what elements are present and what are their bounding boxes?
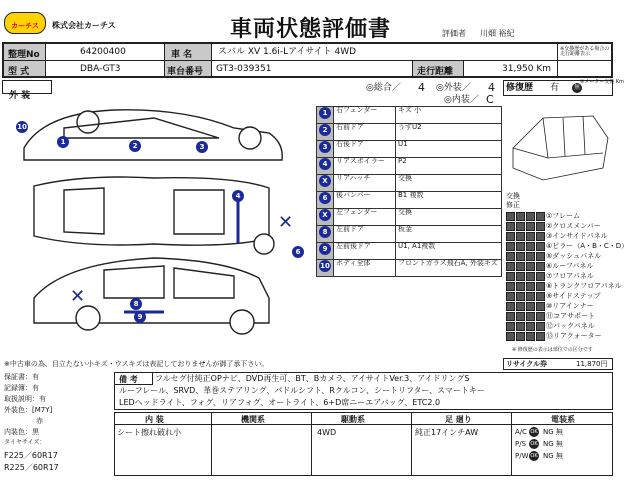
frame-cell xyxy=(506,312,515,321)
frame-cell xyxy=(536,322,545,331)
damage-no: 10 xyxy=(317,260,334,277)
frame-part: ③インサイドパネル xyxy=(546,232,608,240)
damage-no: 1 xyxy=(317,107,334,124)
int-color: 内装色：黒 xyxy=(4,428,39,436)
damage-row xyxy=(317,226,502,243)
frame-diagram xyxy=(503,98,613,190)
frame-cell xyxy=(516,312,525,321)
damage-row xyxy=(317,175,502,192)
frame-cell xyxy=(536,312,545,321)
assessor-name: 川畑 裕紀 xyxy=(480,29,515,38)
bottom-table: 内 装 機関系 駆動系 足 廻り 電装系 シート擦れ破れ小 4WD 純正17インチAW A/C P/S P/W OK OK OK NG 無 NG 無 NG 無 xyxy=(114,412,613,476)
damage-detail: U1, A1複数 xyxy=(396,243,502,260)
frame-cell xyxy=(526,322,535,331)
frame-cell xyxy=(526,262,535,271)
frame-cell xyxy=(526,282,535,291)
marker-3: 3 xyxy=(196,141,208,153)
frame-cell xyxy=(526,252,535,261)
damage-row xyxy=(317,124,502,141)
frame-cell xyxy=(526,222,535,231)
info-table xyxy=(2,42,613,78)
frame-part: ⑥ルーフパネル xyxy=(546,262,594,270)
frame-cell xyxy=(536,222,545,231)
company-name: 株式会社カーチス xyxy=(52,21,116,30)
frame-part: ⑦フロアパネル xyxy=(546,272,594,280)
frame-cell xyxy=(506,252,515,261)
repair-note: ※ 修復歴の表示は部位での区分です xyxy=(512,347,593,353)
frame-part: ④ピラー（A・B・C・D） xyxy=(546,242,629,250)
frame-grid xyxy=(506,212,545,341)
frame-cell xyxy=(516,282,525,291)
document-title: 車両状態評価書 xyxy=(230,16,392,42)
frame-cell xyxy=(536,302,545,311)
damage-part: 左前ドア xyxy=(334,226,396,243)
marker-1: 1 xyxy=(57,136,69,148)
frame-cell xyxy=(526,312,535,321)
damage-part: 左フェンダー xyxy=(334,209,396,226)
frame-cell xyxy=(506,332,515,341)
damage-detail: U1 xyxy=(396,141,502,158)
exterior-score-label: ◎外装／ xyxy=(436,83,471,93)
frame-cell xyxy=(516,232,525,241)
damage-detail: 交換 xyxy=(396,175,502,192)
frame-cell xyxy=(516,212,525,221)
frame-part: ⑪コアサポート xyxy=(546,312,595,320)
frame-cell xyxy=(536,282,545,291)
damage-row xyxy=(317,243,502,260)
marker-10: 10 xyxy=(17,123,27,131)
model-label: 型 式 xyxy=(4,61,46,76)
damage-no: 6 xyxy=(317,192,334,209)
reg-no-label: 整理No xyxy=(4,44,46,60)
frame-cell xyxy=(506,292,515,301)
record-book: 記録簿：有 xyxy=(4,384,39,392)
frame-cell xyxy=(536,262,545,271)
frame-part: ⑨サイドステップ xyxy=(546,292,601,300)
damage-detail: 交換 xyxy=(396,209,502,226)
mileage-label: 走行距離 xyxy=(412,61,464,76)
damage-no: 2 xyxy=(317,124,334,141)
damage-no: 3 xyxy=(317,141,334,158)
frame-cell xyxy=(516,242,525,251)
marker-6: 6 xyxy=(292,246,304,258)
damage-row xyxy=(317,141,502,158)
warranty: 保証書：有 xyxy=(4,373,39,381)
frame-cell xyxy=(506,242,515,251)
name-label: 車 名 xyxy=(164,44,212,60)
frame-cell xyxy=(516,222,525,231)
tire-label: タイヤサイズ： xyxy=(4,439,46,446)
frame-part: ⑫バックパネル xyxy=(546,322,595,330)
damage-detail: 板金 xyxy=(396,226,502,243)
frame-cell xyxy=(516,292,525,301)
marker-8: 8 xyxy=(130,298,142,310)
exterior-score: 4 xyxy=(488,81,495,94)
mileage: 31,950 Km xyxy=(502,64,552,74)
damage-part: ボディ全体 xyxy=(334,260,396,277)
chassis-no: GT3-039351 xyxy=(216,64,272,74)
reg-no: 64200400 xyxy=(80,47,126,57)
frame-cell xyxy=(526,292,535,301)
damage-detail: P2 xyxy=(396,158,502,175)
assessor-label: 評価者 xyxy=(442,29,466,38)
total-score-label: ◎総合／ xyxy=(366,83,401,93)
frame-cell xyxy=(516,332,525,341)
frame-cell xyxy=(516,262,525,271)
model-code: DBA-GT3 xyxy=(80,64,121,74)
damage-part: 右後ドア xyxy=(334,141,396,158)
damage-no: X xyxy=(317,209,334,226)
tire-rear: R225／60R17 xyxy=(4,463,59,472)
car-diagram xyxy=(4,98,316,356)
frame-cell xyxy=(526,232,535,241)
marker-9: 9 xyxy=(134,311,146,323)
damage-no: 9 xyxy=(317,243,334,260)
remarks-box: 備 考 フルセグ付純正OPナビ、DVD再生可、BT、Bカメラ、アイサイトVer.3、アイドリングS ルーフレール、SRVD、革巻ステアリング、パドルシフト、Rクルコン、シートリフター、スマートキー LEDヘッドライト、フォグ、リアフォグ、オートライト、6+D席ニーエアバッグ、ETC2.0 xyxy=(114,372,613,410)
frame-part: ⑩リアインナー xyxy=(546,302,594,310)
damage-part: 後バンパー xyxy=(334,192,396,209)
damage-part: 右前ドア xyxy=(334,124,396,141)
damage-detail: フロントガラス飛石A, 外装キズ xyxy=(396,260,502,277)
damage-table xyxy=(316,106,502,277)
marker-4: 4 xyxy=(232,190,244,202)
marker-x-fender: ✕ xyxy=(70,286,86,307)
frame-cell xyxy=(506,302,515,311)
frame-cell xyxy=(516,252,525,261)
frame-cell xyxy=(506,322,515,331)
frame-cell xyxy=(536,292,545,301)
frame-cell xyxy=(506,212,515,221)
damage-row xyxy=(317,107,502,124)
interior-score-label: ◎内装／ xyxy=(444,95,479,105)
damage-part: 右フェンダー xyxy=(334,107,396,124)
footnote: ※中古車の為、目立たない小キズ・ウスキズは表記しておりませんが御了承下さい。 xyxy=(4,360,269,368)
damage-row xyxy=(317,260,502,277)
frame-cell xyxy=(526,212,535,221)
frame-parts-list xyxy=(546,212,628,342)
frame-cell xyxy=(536,212,545,221)
frame-cell xyxy=(536,242,545,251)
frame-part: ⑧トランクフロアパネル xyxy=(546,282,622,290)
damage-row xyxy=(317,158,502,175)
frame-cell xyxy=(526,272,535,281)
marker-2: 2 xyxy=(129,140,141,152)
frame-part: ⑤ダッシュパネル xyxy=(546,252,602,260)
meter-note: ※交換歴がある場合の走行距離表示 xyxy=(560,46,610,57)
frame-cell xyxy=(516,272,525,281)
frame-cell xyxy=(536,272,545,281)
frame-cell xyxy=(526,302,535,311)
tire-front: F225／60R17 xyxy=(4,451,58,460)
frame-part: ①フレーム xyxy=(546,212,580,220)
frame-cell xyxy=(536,332,545,341)
damage-part: 左前後ドア xyxy=(334,243,396,260)
ext-color-label: 外装色：[M7Y] xyxy=(4,406,53,414)
frame-part: ②クロスメンバー xyxy=(546,222,601,230)
manual: 取扱説明：有 xyxy=(4,395,46,403)
meter-change-note: ※メーター交換 Km xyxy=(580,79,624,85)
frame-cell xyxy=(506,232,515,241)
damage-no: 8 xyxy=(317,226,334,243)
ext-color: 赤 xyxy=(36,417,43,425)
frame-cell xyxy=(506,282,515,291)
total-score: 4 xyxy=(418,81,425,94)
damage-no: X xyxy=(317,175,334,192)
logo: カーチス xyxy=(4,12,46,34)
interior-score: C xyxy=(486,93,494,106)
frame-cell xyxy=(506,222,515,231)
damage-row xyxy=(317,192,502,209)
damage-no: 4 xyxy=(317,158,334,175)
damage-part: リアスポイラー xyxy=(334,158,396,175)
frame-cell xyxy=(536,252,545,261)
frame-cell xyxy=(526,332,535,341)
recycle-box: リサイクル券 11,870円 xyxy=(503,358,613,370)
frame-cell xyxy=(536,232,545,241)
damage-row xyxy=(317,209,502,226)
exterior-header: 外 装 xyxy=(2,80,52,94)
frame-part: ⑬リアクォーター xyxy=(546,332,602,340)
damage-detail: キズ 小 xyxy=(396,107,502,124)
repair-history: 修復歴 有 無 xyxy=(503,80,613,96)
marker-x-hatch: ✕ xyxy=(278,212,294,233)
frame-cell xyxy=(526,242,535,251)
frame-cell xyxy=(506,272,515,281)
frame-cell xyxy=(516,322,525,331)
car-name: スバル XV 1.6i-Lアイサイト 4WD xyxy=(218,47,357,57)
damage-detail: うすU2 xyxy=(396,124,502,141)
damage-detail: B1 複数 xyxy=(396,192,502,209)
frame-cell xyxy=(506,262,515,271)
frame-header: 交換 修正 xyxy=(506,192,520,209)
chassis-label: 車台番号 xyxy=(164,61,212,76)
frame-cell xyxy=(516,302,525,311)
damage-part: リアハッチ xyxy=(334,175,396,192)
